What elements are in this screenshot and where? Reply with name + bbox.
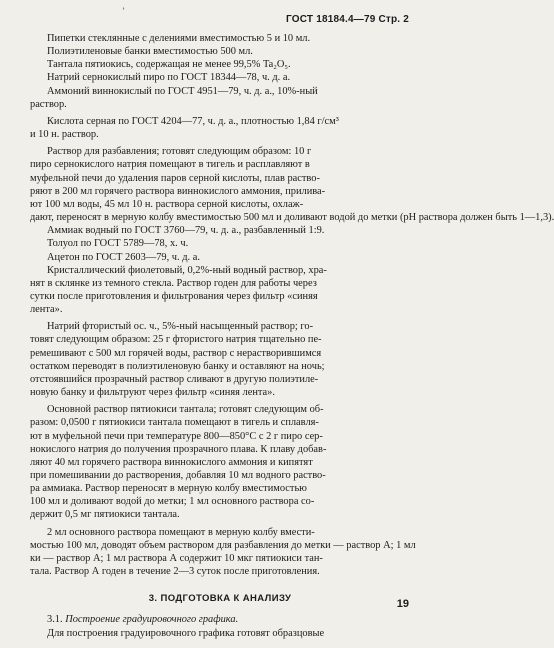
text-line: пиро сернокислого натрия помещают в тигель и расплавляют в (30, 159, 310, 171)
subsection-heading (30, 613, 410, 626)
text-line: Основной раствор пятиокиси тантала; готовят следующим об- (47, 404, 324, 416)
text-line: ра аммиака. Раствор переносят в мерную колбу вместимостью (30, 483, 307, 495)
text-line: Пипетки стеклянные с делениями вместимостью 5 и 10 мл. (47, 33, 311, 44)
text-line: ки — раствор А; 1 мл раствора А содержит 10 мкг пятиокиси тан- (30, 552, 323, 564)
text-line: нят в склянке из темного стекла. Раствор годен для работы через (30, 277, 317, 289)
subsection-title: Построение градуировочного графика. (65, 614, 239, 626)
section-title: 3. ПОДГОТОВКА К АНАЛИЗУ (148, 593, 292, 605)
page-number: 19 (396, 598, 409, 610)
text-line: Кислота серная по ГОСТ 4204—77, ч. д. а., плотностью 1,84 г/см³ (47, 115, 339, 127)
text-line: тала. Раствор А годен в течение 2—3 суток после приготовления. (30, 566, 320, 578)
text-line: Полиэтиленовые банки вместимостью 500 мл. (47, 46, 253, 58)
text-line: ряют в 200 мл горячего раствора виннокислого аммония, прилива- (30, 185, 326, 197)
text-line: Аммиак водный по ГОСТ 3760—79, ч. д. а., разбавленный 1:9. (47, 225, 325, 237)
text-line: сутки после приготовления и фильтрования через фильтр «синяя (30, 290, 318, 302)
text-line: дают, переносят в мерную колбу вместимостью 500 мл и доливают водой до метки (pH раствора должен быть 1—1,3). (30, 212, 554, 224)
text-line: остатком переводят в полиэтиленовую банку и оставляют на ночь; (30, 360, 325, 372)
text-line: нокислого натрия до получения прозрачного плава. К плаву добав- (30, 443, 327, 455)
text-line: Натрий сернокислый пиро по ГОСТ 18344—78, ч. д. а. (47, 72, 291, 84)
text-line: ют в муфельной печи при температуре 800—850°С с 2 г пиро сер- (30, 430, 323, 442)
text-line: ют 100 мл воды, 45 мл 10 н. раствора серной кислоты, охлаж- (30, 198, 304, 210)
page-header: ГОСТ 18184.4—79 Стр. 2 (286, 14, 409, 25)
text-line: Раствор для разбавления; готовят следующим образом: 10 г (47, 146, 312, 158)
text-line: ляют 40 мл горячего раствора виннокислого аммония и кипятят (30, 456, 313, 468)
text-line: 2 мл основного раствора помещают в мерную колбу вмести- (47, 526, 315, 538)
text-line: держит 0,5 мг пятиокиси тантала. (30, 509, 180, 521)
text-line: Натрий фтористый ос. ч., 5%-ный насыщенный раствор; го- (47, 321, 314, 333)
text-line: раствор. (30, 98, 67, 110)
text-line: при помешивании до растворения, добавляя 10 мл водного раство- (30, 470, 326, 481)
text-line: разом: 0,0500 г пятиокиси тантала помещают в тигель и сплавля- (30, 417, 319, 429)
text-line: новую банку и фильтруют через фильтр «синяя лента». (30, 387, 275, 399)
text-line: Для построения градуировочного графика готовят образцовые (47, 627, 325, 639)
text-line: отстоявшийся прозрачный раствор сливают в другую полиэтиле- (30, 373, 319, 385)
text-line: Тантала пятиокись, содержащая не менее 99,5% Ta₂O₅. (47, 59, 291, 71)
text-line: Кристаллический фиолетовый, 0,2%-ный водный раствор, хра- (47, 264, 327, 276)
text-line: ремешивают с 500 мл горячей воды, раствор с нерастворившимся (30, 347, 322, 359)
text-line: мостью 100 мл, доводят объем раствором для разбавления до метки — раствор А; 1 мл (30, 539, 416, 551)
text-line: Толуол по ГОСТ 5789—78, х. ч. (47, 238, 189, 250)
text-line: лента». (30, 304, 63, 316)
body-text (30, 32, 554, 640)
text-line: 100 мл и доливают водой до метки; 1 мл основного раствора со- (30, 496, 315, 508)
text-line: Аммоний виннокислый по ГОСТ 4951—79, ч. д. а., 10%-ный (47, 85, 318, 97)
text-line: муфельной печи до удаления паров серной кислоты, плав раство- (30, 172, 320, 184)
text-line: Ацетон по ГОСТ 2603—79, ч. д. а. (47, 251, 200, 263)
scan-mark: ’ (122, 6, 125, 16)
text-line: и 10 н. раствор. (30, 129, 99, 141)
subsection-number: 3.1. (47, 614, 66, 626)
text-line: товят следующим образом: 25 г фтористого натрия тщательно пе- (30, 334, 322, 346)
